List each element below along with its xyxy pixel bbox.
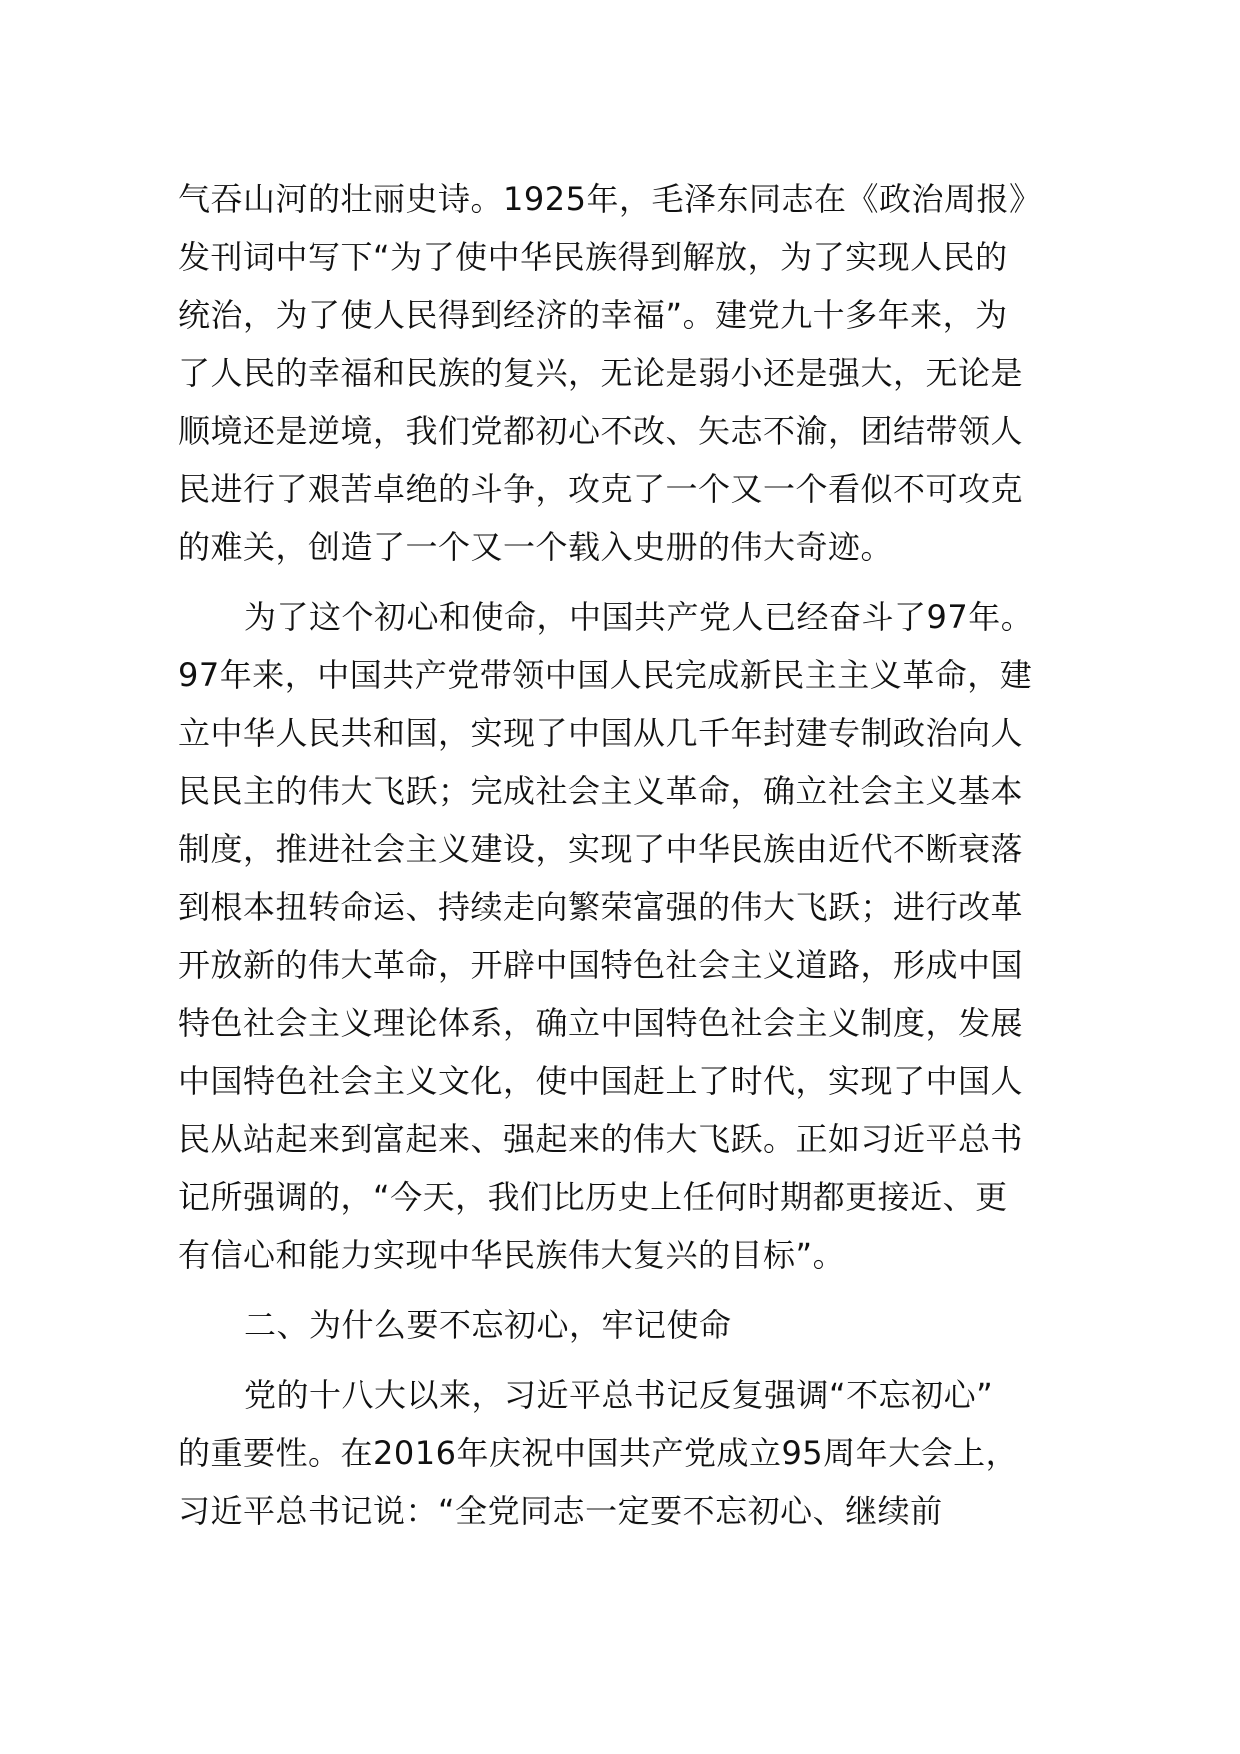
text-line: 的重要性。在2016年庆祝中国共产党成立95周年大会上， <box>178 1434 1019 1472</box>
text-line: 民民主的伟大飞跃；完成社会主义革命，确立社会主义基本 <box>178 772 1024 810</box>
text-line: 97年来，中国共产党带领中国人民完成新民主主义革命，建 <box>178 656 1033 694</box>
paragraph-history <box>178 170 1078 576</box>
text-line: 制度，推进社会主义建设，实现了中华民族由近代不断衰落 <box>178 830 1024 868</box>
text-line: 开放新的伟大革命，开辟中国特色社会主义道路，形成中国 <box>178 946 1024 984</box>
text-line: 统治，为了使人民得到经济的幸福”。建党九十多年来，为 <box>178 296 1008 334</box>
text-line: 气吞山河的壮丽史诗。1925年，毛泽东同志在《政治周报》 <box>178 180 1042 218</box>
text-line: 特色社会主义理论体系，确立中国特色社会主义制度，发展 <box>178 1004 1024 1042</box>
paragraph-remember-mission <box>178 1366 1078 1540</box>
text-line: 为了这个初心和使命，中国共产党人已经奋斗了97年。 <box>244 598 1034 636</box>
document-body <box>178 170 1078 1540</box>
text-line: 到根本扭转命运、持续走向繁荣富强的伟大飞跃；进行改革 <box>178 888 1024 926</box>
section-heading <box>178 1296 1078 1354</box>
text-line: 中国特色社会主义文化，使中国赶上了时代，实现了中国人 <box>178 1062 1024 1100</box>
section-heading-text: 二、为什么要不忘初心，牢记使命 <box>244 1306 732 1344</box>
text-line: 习近平总书记说：“全党同志一定要不忘初心、继续前 <box>178 1492 943 1530</box>
text-line: 的难关，创造了一个又一个载入史册的伟大奇迹。 <box>178 528 894 566</box>
text-line: 党的十八大以来，习近平总书记反复强调“不忘初心” <box>244 1376 994 1414</box>
text-line: 记所强调的，“今天，我们比历史上任何时期都更接近、更 <box>178 1178 1008 1216</box>
text-line: 立中华人民共和国，实现了中国从几千年封建专制政治向人 <box>178 714 1024 752</box>
paragraph-97-years <box>178 588 1078 1284</box>
text-line: 有信心和能力实现中华民族伟大复兴的目标”。 <box>178 1236 846 1274</box>
text-line: 民进行了艰苦卓绝的斗争，攻克了一个又一个看似不可攻克 <box>178 470 1024 508</box>
text-line: 顺境还是逆境，我们党都初心不改、矢志不渝，团结带领人 <box>178 412 1024 450</box>
text-line: 发刊词中写下“为了使中华民族得到解放，为了实现人民的 <box>178 238 1008 276</box>
text-line: 了人民的幸福和民族的复兴，无论是弱小还是强大，无论是 <box>178 354 1024 392</box>
text-line: 民从站起来到富起来、强起来的伟大飞跃。正如习近平总书 <box>178 1120 1024 1158</box>
